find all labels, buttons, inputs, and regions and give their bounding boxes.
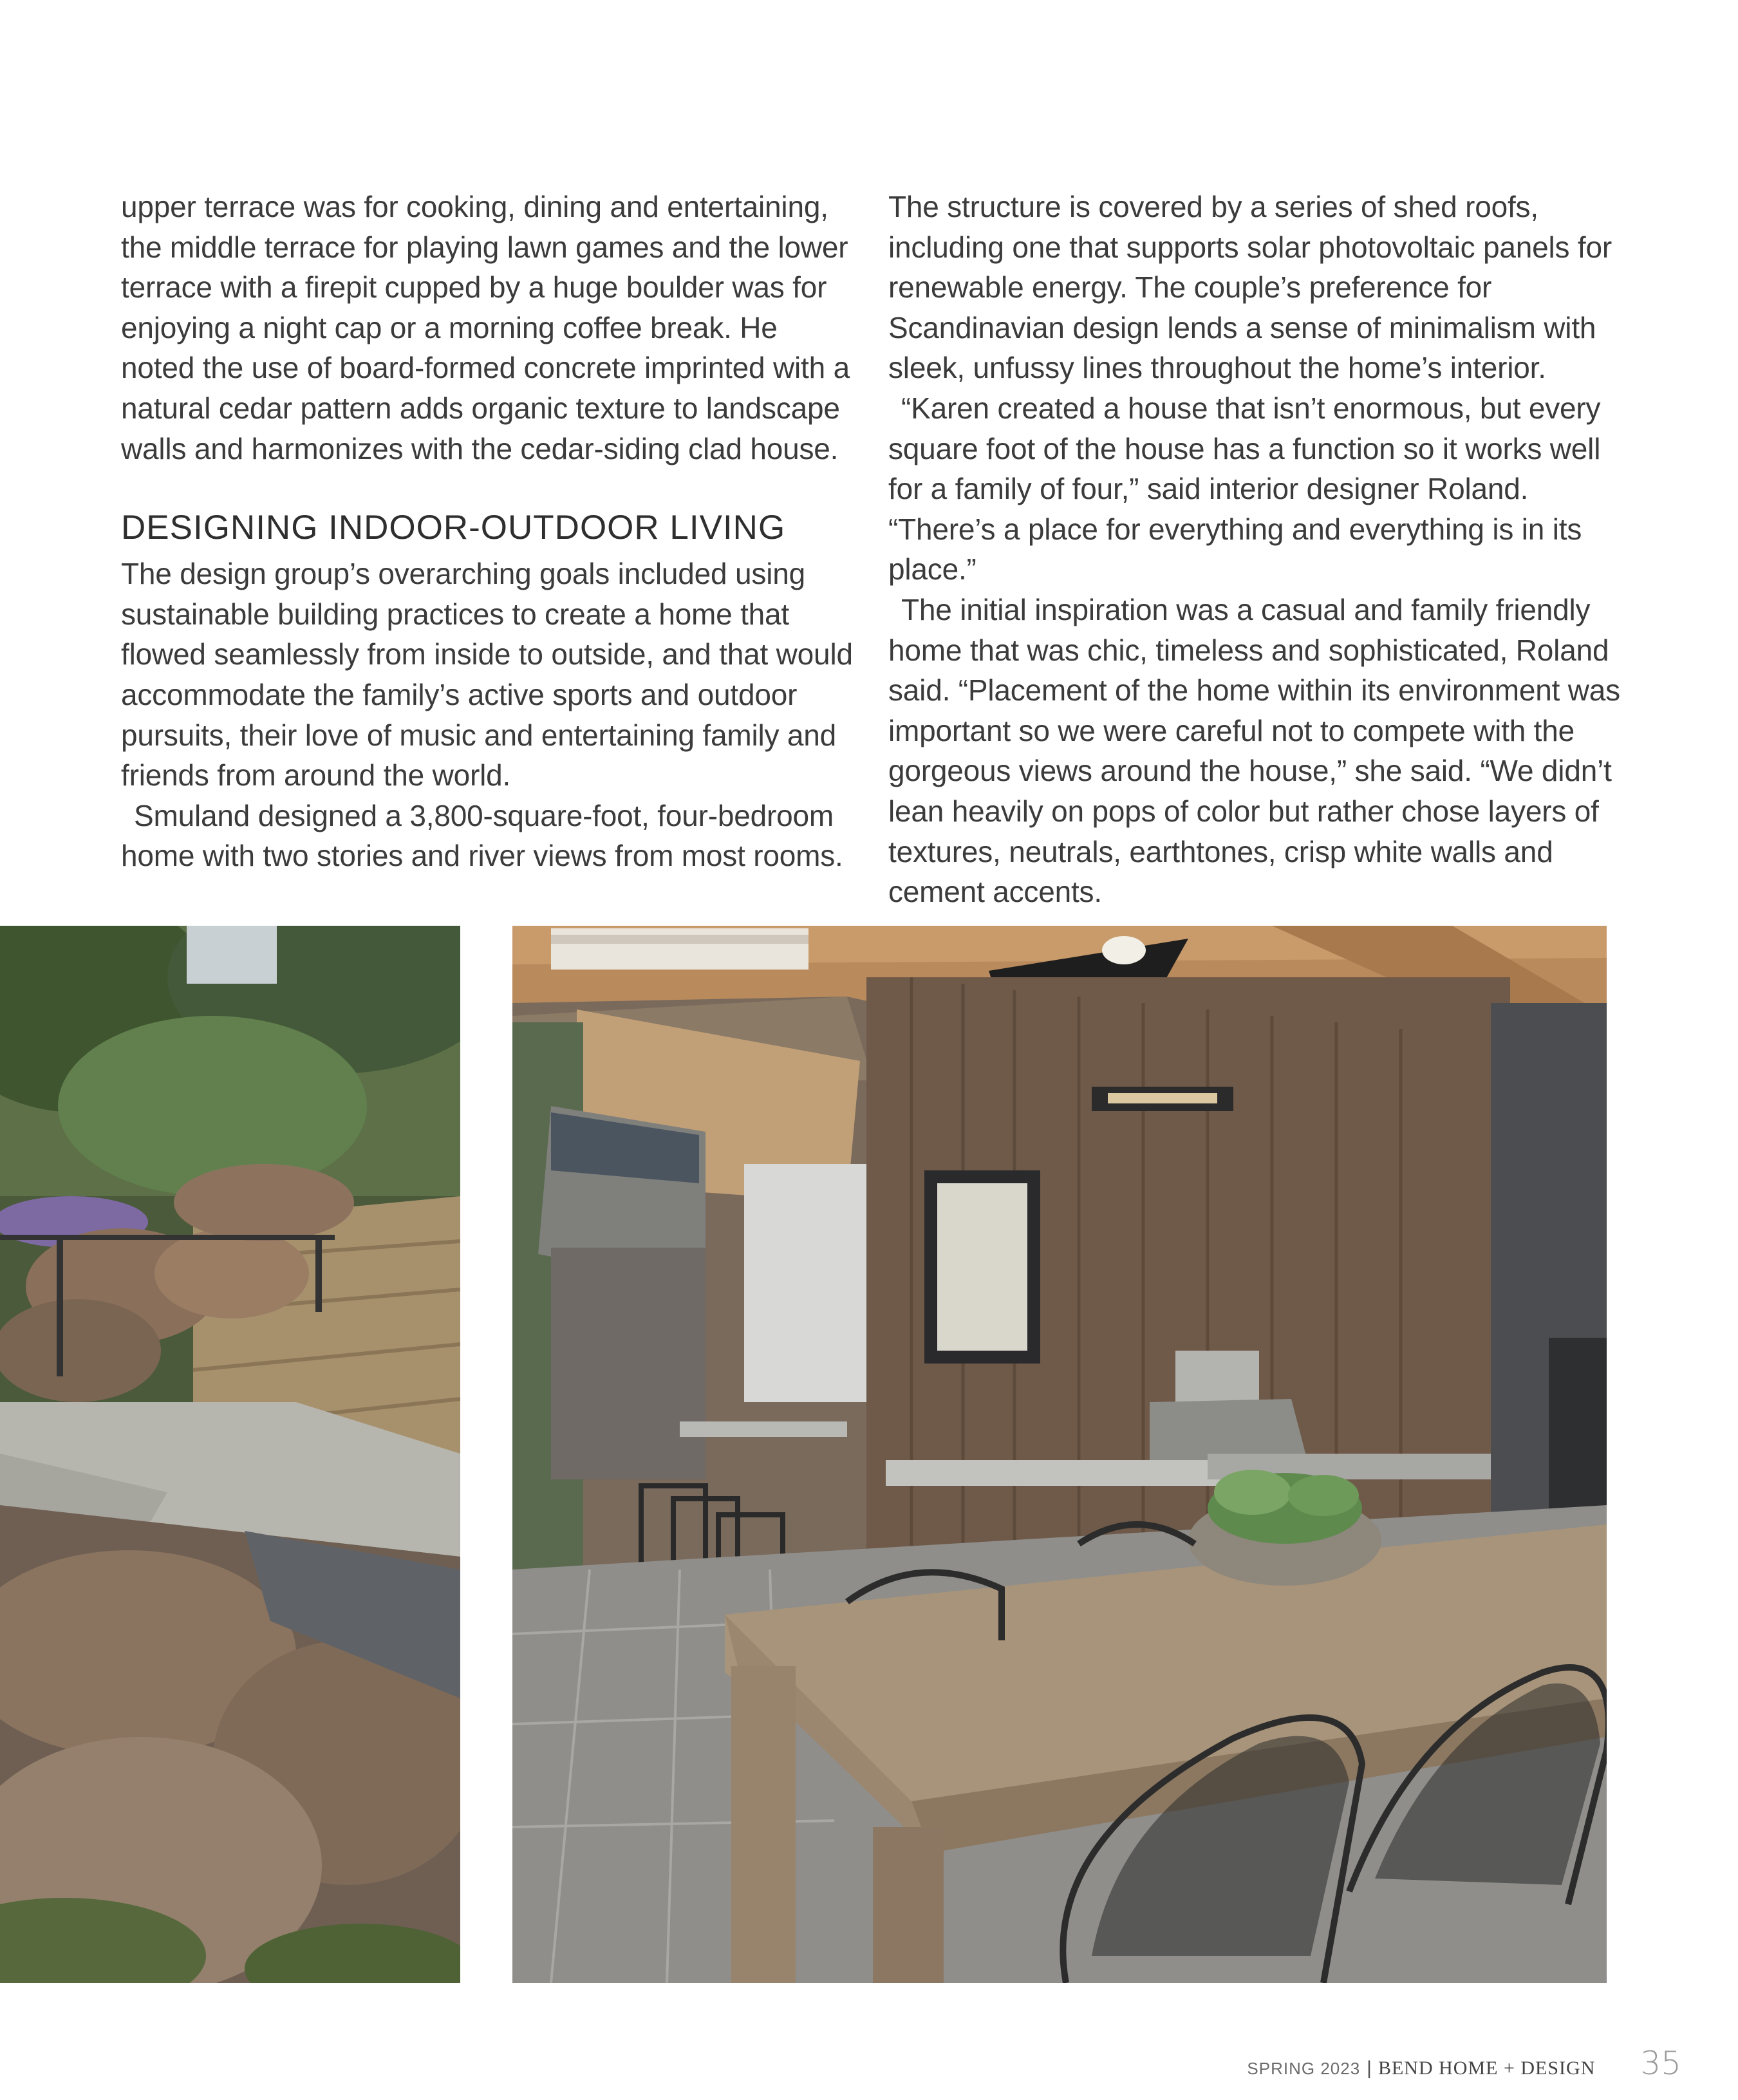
garden-steps-photo <box>0 926 460 1983</box>
right-text-column <box>888 187 1635 912</box>
right-paragraph-1: The structure is covered by a series of shed roofs, including one that supports solar photovoltaic panels for renewable energy. The couple’s preference for Scandinavian design lends a sense of minimalism with sleek, unfussy lines throughout the home’s interior. <box>888 190 1612 385</box>
outdoor-dining-photo <box>512 926 1607 1983</box>
left-paragraph-2: The design group’s overarching goals included using sustainable building practices to create a home that flowed seamlessly from inside to outside, and that would accommodate the family’s active sports and outdoor pursuits, their love of music and entertaining family and friends from around the world. <box>121 557 853 792</box>
left-paragraph-3: Smuland designed a 3,800-square-foot, four-bedroom home with two stories and river views from most rooms. <box>121 798 843 873</box>
footer-magazine-name: BEND HOME + DESIGN <box>1378 2058 1596 2079</box>
right-paragraph-2: “Karen created a house that isn’t enormous, but every square foot of the house has a function so it works well for a family of four,” said interior designer Roland. “There’s a place for everything and everything is in its place.” <box>888 391 1601 586</box>
outdoor-dining-illustration <box>512 926 1607 1983</box>
left-paragraph-1: upper terrace was for cooking, dining and entertaining, the middle terrace for playing lawn games and the lower terrace with a firepit cupped by a huge boulder was for enjoying a night cap or a morning coffee break. He noted the use of board-formed concrete imprinted with a natural cedar pattern adds organic texture to landscape walls and harmonizes with the cedar-siding clad house. <box>121 190 850 465</box>
left-text-column <box>121 187 855 876</box>
footer-separator: | <box>1367 2058 1372 2079</box>
footer-season: SPRING 2023 <box>1247 2059 1361 2078</box>
page-number: 35 <box>1640 2045 1681 2082</box>
garden-steps-illustration <box>0 926 460 1983</box>
right-paragraph-3: The initial inspiration was a casual and family friendly home that was chic, timeless and sophisticated, Roland said. “Placement of the home within its environment was important so we were careful not to compete with the gorgeous views around the house,” she said. “We didn’t lean heavily on pops of color but rather chose layers of textures, neutrals, earthtones, crisp white walls and cement accents. <box>888 592 1620 909</box>
page-footer <box>1247 2045 1681 2082</box>
section-heading: DESIGNING INDOOR-OUTDOOR LIVING <box>121 509 786 547</box>
